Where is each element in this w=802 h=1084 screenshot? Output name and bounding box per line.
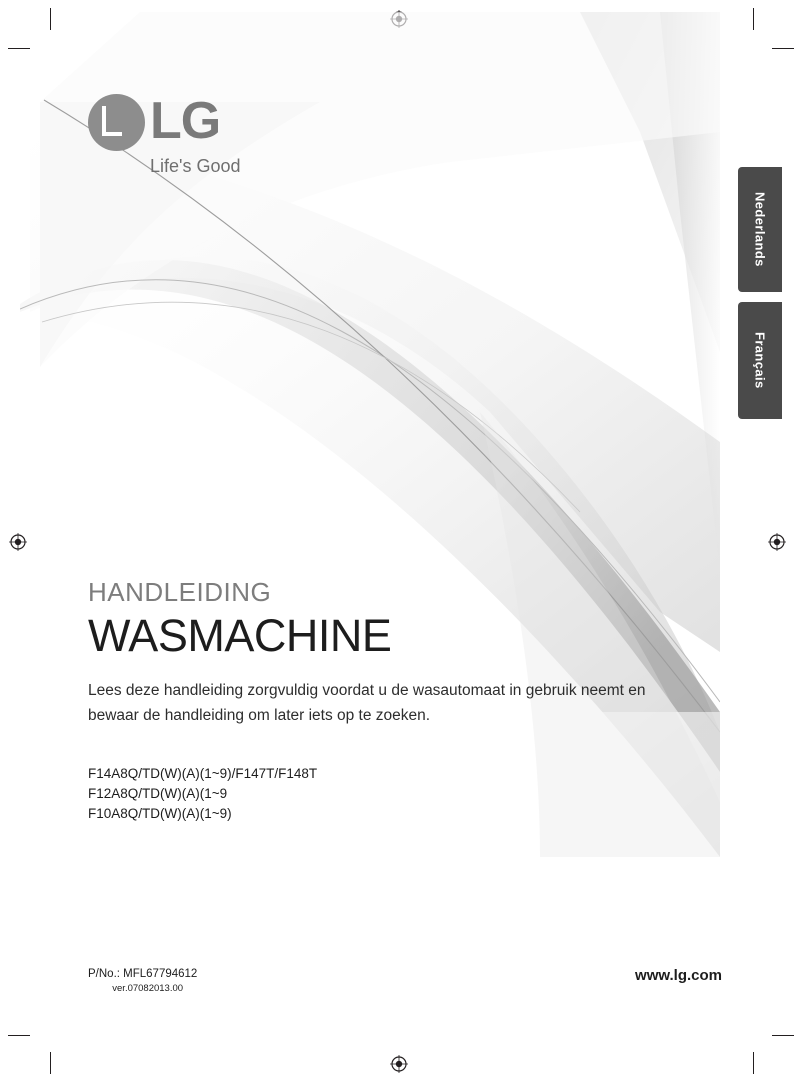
version-number: ver.07082013.00 bbox=[112, 982, 184, 994]
model-number-line: F12A8Q/TD(W)(A)(1~9 bbox=[88, 785, 228, 801]
part-number-block bbox=[88, 967, 197, 995]
model-number-line: F10A8Q/TD(W)(A)(1~9) bbox=[88, 805, 232, 821]
lg-logo-mark bbox=[88, 94, 238, 152]
page-title: WASMACHINE bbox=[88, 610, 392, 661]
lang-tab-nederlands[interactable] bbox=[738, 167, 782, 292]
language-tab-group bbox=[738, 167, 782, 429]
lg-logo bbox=[88, 94, 288, 190]
lg-logo-letters: LG bbox=[150, 92, 221, 150]
cover-title-block bbox=[88, 577, 648, 824]
cover-intro-text: Lees deze handleiding zorgvuldig voordat u de wasautomaat in gebruik neemt en bewaar de handleiding om later iets op te zoeken. bbox=[88, 681, 646, 724]
lang-tab-francais[interactable] bbox=[738, 302, 782, 419]
lg-tagline: Life's Good bbox=[150, 156, 241, 176]
model-number-line: F14A8Q/TD(W)(A)(1~9)/F147T/F148T bbox=[88, 765, 318, 781]
website-url[interactable]: www.lg.com bbox=[635, 967, 722, 984]
cover-footer bbox=[88, 967, 762, 995]
lg-face-icon bbox=[88, 94, 145, 151]
lang-tab-francais-label: Français bbox=[752, 332, 768, 389]
document-kicker: HANDLEIDING bbox=[88, 577, 272, 607]
manual-cover-page bbox=[20, 12, 782, 1060]
lang-tab-nederlands-label: Nederlands bbox=[752, 192, 768, 267]
model-number-list bbox=[88, 764, 648, 824]
part-number: P/No.: MFL67794612 bbox=[88, 968, 198, 980]
